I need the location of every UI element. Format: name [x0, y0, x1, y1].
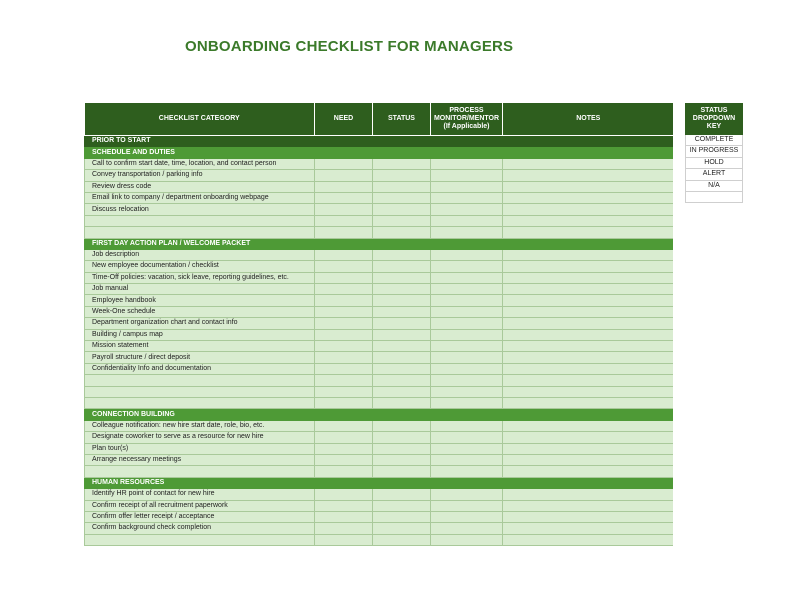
cell-empty[interactable]: [431, 192, 503, 203]
checklist-body: [85, 136, 674, 546]
checklist-item[interactable]: Department organization chart and contact info: [85, 318, 315, 329]
checklist-item[interactable]: Time-Off policies: vacation, sick leave, reporting guidelines, etc.: [85, 272, 315, 283]
key-item: N/A: [685, 181, 743, 192]
table-row: [85, 249, 674, 260]
cell-empty[interactable]: [503, 534, 674, 545]
checklist-table: [84, 103, 673, 546]
cell-empty[interactable]: [373, 375, 431, 386]
cell-empty[interactable]: [373, 181, 431, 192]
cell-empty[interactable]: [503, 500, 674, 511]
checklist-item[interactable]: Confirm offer letter receipt / acceptance: [85, 511, 315, 522]
table-row: [85, 295, 674, 306]
cell-empty[interactable]: [373, 477, 431, 488]
cell-empty[interactable]: [503, 215, 674, 226]
cell-empty[interactable]: [373, 306, 431, 317]
cell-empty[interactable]: [431, 249, 503, 260]
table-row: [85, 227, 674, 238]
cell-empty[interactable]: [431, 204, 503, 215]
key-item: COMPLETE: [685, 135, 743, 146]
cell-empty[interactable]: [503, 329, 674, 340]
cell-empty[interactable]: [373, 158, 431, 169]
cell-empty[interactable]: [373, 409, 431, 420]
cell-empty[interactable]: [315, 341, 373, 352]
table-row: [85, 215, 674, 226]
cell-empty[interactable]: [373, 523, 431, 534]
cell-empty[interactable]: [373, 341, 431, 352]
table-row: [85, 443, 674, 454]
header-checklist-category[interactable]: CHECKLIST CATEGORY: [85, 103, 315, 136]
cell-empty[interactable]: [373, 192, 431, 203]
checklist-sheet: [84, 103, 673, 553]
checklist-item[interactable]: Discuss relocation: [85, 204, 315, 215]
key-item: [685, 192, 743, 203]
table-row: [85, 352, 674, 363]
cell-empty[interactable]: [431, 136, 503, 147]
key-item: ALERT: [685, 169, 743, 180]
checklist-item[interactable]: Confirm background check completion: [85, 523, 315, 534]
section-schedule-and-duties: [85, 147, 674, 158]
table-row: [85, 466, 674, 477]
cell-empty[interactable]: [503, 158, 674, 169]
cell-empty[interactable]: [315, 386, 373, 397]
section-connection-building-label: CONNECTION BUILDING: [85, 409, 315, 420]
cell-empty[interactable]: [503, 170, 674, 181]
cell-empty[interactable]: [431, 523, 503, 534]
cell-empty[interactable]: [431, 329, 503, 340]
table-row: [85, 170, 674, 181]
table-row: [85, 375, 674, 386]
table-row: [85, 363, 674, 374]
cell-empty[interactable]: [373, 500, 431, 511]
table-row: [85, 420, 674, 431]
cell-empty[interactable]: [315, 489, 373, 500]
section-schedule-and-duties-label: SCHEDULE AND DUTIES: [85, 147, 315, 158]
cell-empty[interactable]: [503, 386, 674, 397]
checklist-item[interactable]: [85, 534, 315, 545]
cell-empty[interactable]: [431, 147, 503, 158]
cell-empty[interactable]: [373, 432, 431, 443]
cell-empty[interactable]: [431, 375, 503, 386]
cell-empty[interactable]: [431, 443, 503, 454]
cell-empty[interactable]: [503, 443, 674, 454]
table-row: [85, 511, 674, 522]
cell-empty[interactable]: [315, 249, 373, 260]
status-dropdown-key: [685, 103, 743, 203]
cell-empty[interactable]: [315, 363, 373, 374]
checklist-item[interactable]: Review dress code: [85, 181, 315, 192]
cell-empty[interactable]: [431, 409, 503, 420]
table-row: [85, 341, 674, 352]
header-need[interactable]: NEED: [315, 103, 373, 136]
table-row: [85, 192, 674, 203]
cell-empty[interactable]: [431, 261, 503, 272]
key-item: HOLD: [685, 158, 743, 169]
cell-empty[interactable]: [431, 238, 503, 249]
cell-empty[interactable]: [503, 136, 674, 147]
table-row: [85, 454, 674, 465]
key-header: STATUS DROPDOWN KEY: [685, 103, 743, 135]
cell-empty[interactable]: [431, 511, 503, 522]
cell-empty[interactable]: [315, 409, 373, 420]
checklist-item[interactable]: Convey transportation / parking info: [85, 170, 315, 181]
cell-empty[interactable]: [373, 386, 431, 397]
cell-empty[interactable]: [431, 295, 503, 306]
checklist-item[interactable]: Building / campus map: [85, 329, 315, 340]
checklist-item[interactable]: Identify HR point of contact for new hire: [85, 489, 315, 500]
header-notes[interactable]: NOTES: [503, 103, 674, 136]
checklist-item[interactable]: Confirm receipt of all recruitment paperwork: [85, 500, 315, 511]
cell-empty[interactable]: [503, 511, 674, 522]
cell-empty[interactable]: [431, 318, 503, 329]
table-row: [85, 386, 674, 397]
cell-empty[interactable]: [431, 284, 503, 295]
cell-empty[interactable]: [315, 158, 373, 169]
cell-empty[interactable]: [315, 227, 373, 238]
cell-empty[interactable]: [431, 181, 503, 192]
cell-empty[interactable]: [373, 215, 431, 226]
checklist-item[interactable]: [85, 215, 315, 226]
cell-empty[interactable]: [373, 170, 431, 181]
cell-empty[interactable]: [315, 477, 373, 488]
cell-empty[interactable]: [373, 204, 431, 215]
cell-empty[interactable]: [431, 170, 503, 181]
checklist-item[interactable]: [85, 375, 315, 386]
section-first-day-label: FIRST DAY ACTION PLAN / WELCOME PACKET: [85, 238, 315, 249]
section-prior-to-start-label: PRIOR TO START: [85, 136, 315, 147]
cell-empty[interactable]: [373, 329, 431, 340]
cell-empty[interactable]: [431, 477, 503, 488]
table-row: [85, 272, 674, 283]
checklist-item[interactable]: [85, 466, 315, 477]
cell-empty[interactable]: [373, 363, 431, 374]
cell-empty[interactable]: [503, 420, 674, 431]
checklist-item[interactable]: Call to confirm start date, time, location, and contact person: [85, 158, 315, 169]
cell-empty[interactable]: [315, 204, 373, 215]
key-item: IN PROGRESS: [685, 146, 743, 157]
cell-empty[interactable]: [373, 466, 431, 477]
section-first-day: [85, 238, 674, 249]
table-row: [85, 204, 674, 215]
cell-empty[interactable]: [503, 409, 674, 420]
page-title: ONBOARDING CHECKLIST FOR MANAGERS: [185, 38, 514, 55]
cell-empty[interactable]: [315, 147, 373, 158]
cell-empty[interactable]: [503, 204, 674, 215]
cell-empty[interactable]: [373, 352, 431, 363]
cell-empty[interactable]: [503, 272, 674, 283]
cell-empty[interactable]: [315, 397, 373, 408]
cell-empty[interactable]: [373, 318, 431, 329]
cell-empty[interactable]: [503, 192, 674, 203]
cell-empty[interactable]: [373, 454, 431, 465]
cell-empty[interactable]: [315, 306, 373, 317]
cell-empty[interactable]: [373, 295, 431, 306]
cell-empty[interactable]: [315, 375, 373, 386]
cell-empty[interactable]: [503, 341, 674, 352]
cell-empty[interactable]: [503, 147, 674, 158]
checklist-item[interactable]: Job description: [85, 249, 315, 260]
table-row: [85, 306, 674, 317]
cell-empty[interactable]: [315, 284, 373, 295]
cell-empty[interactable]: [431, 227, 503, 238]
key-items: [685, 135, 743, 203]
cell-empty[interactable]: [503, 375, 674, 386]
cell-empty[interactable]: [503, 295, 674, 306]
cell-empty[interactable]: [503, 397, 674, 408]
cell-empty[interactable]: [315, 318, 373, 329]
cell-empty[interactable]: [503, 261, 674, 272]
cell-empty[interactable]: [431, 534, 503, 545]
cell-empty[interactable]: [431, 454, 503, 465]
cell-empty[interactable]: [503, 306, 674, 317]
cell-empty[interactable]: [503, 318, 674, 329]
cell-empty[interactable]: [373, 261, 431, 272]
cell-empty[interactable]: [315, 443, 373, 454]
table-row: [85, 432, 674, 443]
cell-empty[interactable]: [315, 454, 373, 465]
header-row: [85, 103, 674, 136]
checklist-item[interactable]: New employee documentation / checklist: [85, 261, 315, 272]
cell-empty[interactable]: [431, 397, 503, 408]
cell-empty[interactable]: [315, 511, 373, 522]
cell-empty[interactable]: [431, 363, 503, 374]
cell-empty[interactable]: [373, 249, 431, 260]
cell-empty[interactable]: [503, 249, 674, 260]
cell-empty[interactable]: [315, 272, 373, 283]
table-row: [85, 523, 674, 534]
cell-empty[interactable]: [315, 420, 373, 431]
cell-empty[interactable]: [373, 443, 431, 454]
cell-empty[interactable]: [315, 329, 373, 340]
cell-empty[interactable]: [431, 352, 503, 363]
cell-empty[interactable]: [503, 489, 674, 500]
checklist-item[interactable]: Week-One schedule: [85, 306, 315, 317]
cell-empty[interactable]: [373, 136, 431, 147]
checklist-item[interactable]: Arrange necessary meetings: [85, 454, 315, 465]
cell-empty[interactable]: [503, 352, 674, 363]
checklist-item[interactable]: Mission statement: [85, 341, 315, 352]
cell-empty[interactable]: [431, 341, 503, 352]
table-row: [85, 284, 674, 295]
cell-empty[interactable]: [315, 136, 373, 147]
checklist-item[interactable]: Payroll structure / direct deposit: [85, 352, 315, 363]
header-status[interactable]: STATUS: [373, 103, 431, 136]
cell-empty[interactable]: [373, 511, 431, 522]
cell-empty[interactable]: [315, 215, 373, 226]
cell-empty[interactable]: [373, 147, 431, 158]
cell-empty[interactable]: [373, 489, 431, 500]
cell-empty[interactable]: [503, 238, 674, 249]
table-row: [85, 489, 674, 500]
cell-empty[interactable]: [373, 238, 431, 249]
cell-empty[interactable]: [503, 454, 674, 465]
cell-empty[interactable]: [503, 181, 674, 192]
cell-empty[interactable]: [315, 523, 373, 534]
cell-empty[interactable]: [373, 420, 431, 431]
table-row: [85, 158, 674, 169]
cell-empty[interactable]: [373, 397, 431, 408]
cell-empty[interactable]: [503, 363, 674, 374]
section-human-resources: [85, 477, 674, 488]
header-process-monitor[interactable]: PROCESS MONITOR/MENTOR (If Applicable): [431, 103, 503, 136]
section-connection-building: [85, 409, 674, 420]
checklist-item[interactable]: Designate coworker to serve as a resource for new hire: [85, 432, 315, 443]
cell-empty[interactable]: [503, 466, 674, 477]
cell-empty[interactable]: [431, 420, 503, 431]
cell-empty[interactable]: [373, 272, 431, 283]
cell-empty[interactable]: [431, 306, 503, 317]
cell-empty[interactable]: [315, 192, 373, 203]
checklist-item[interactable]: Confidentiality Info and documentation: [85, 363, 315, 374]
cell-empty[interactable]: [503, 284, 674, 295]
cell-empty[interactable]: [503, 227, 674, 238]
cell-empty[interactable]: [315, 295, 373, 306]
cell-empty[interactable]: [315, 181, 373, 192]
table-row: [85, 261, 674, 272]
table-row: [85, 318, 674, 329]
cell-empty[interactable]: [373, 284, 431, 295]
cell-empty[interactable]: [503, 477, 674, 488]
cell-empty[interactable]: [431, 158, 503, 169]
table-row: [85, 500, 674, 511]
checklist-item[interactable]: Employee handbook: [85, 295, 315, 306]
cell-empty[interactable]: [315, 261, 373, 272]
checklist-item[interactable]: [85, 397, 315, 408]
section-human-resources-label: HUMAN RESOURCES: [85, 477, 315, 488]
cell-empty[interactable]: [431, 466, 503, 477]
cell-empty[interactable]: [315, 534, 373, 545]
table-row: [85, 397, 674, 408]
table-row: [85, 534, 674, 545]
cell-empty[interactable]: [431, 386, 503, 397]
checklist-item[interactable]: Colleague notification: new hire start date, role, bio, etc.: [85, 420, 315, 431]
cell-empty[interactable]: [431, 215, 503, 226]
cell-empty[interactable]: [373, 227, 431, 238]
checklist-item[interactable]: Plan tour(s): [85, 443, 315, 454]
cell-empty[interactable]: [503, 432, 674, 443]
table-row: [85, 329, 674, 340]
section-prior-to-start: [85, 136, 674, 147]
cell-empty[interactable]: [431, 272, 503, 283]
cell-empty[interactable]: [315, 238, 373, 249]
table-row: [85, 181, 674, 192]
cell-empty[interactable]: [431, 432, 503, 443]
cell-empty[interactable]: [431, 489, 503, 500]
cell-empty[interactable]: [373, 534, 431, 545]
cell-empty[interactable]: [315, 432, 373, 443]
cell-empty[interactable]: [431, 500, 503, 511]
cell-empty[interactable]: [315, 466, 373, 477]
cell-empty[interactable]: [315, 500, 373, 511]
checklist-item[interactable]: Email link to company / department onboarding webpage: [85, 192, 315, 203]
checklist-item[interactable]: [85, 227, 315, 238]
cell-empty[interactable]: [315, 352, 373, 363]
cell-empty[interactable]: [503, 523, 674, 534]
checklist-item[interactable]: [85, 386, 315, 397]
cell-empty[interactable]: [315, 170, 373, 181]
checklist-item[interactable]: Job manual: [85, 284, 315, 295]
